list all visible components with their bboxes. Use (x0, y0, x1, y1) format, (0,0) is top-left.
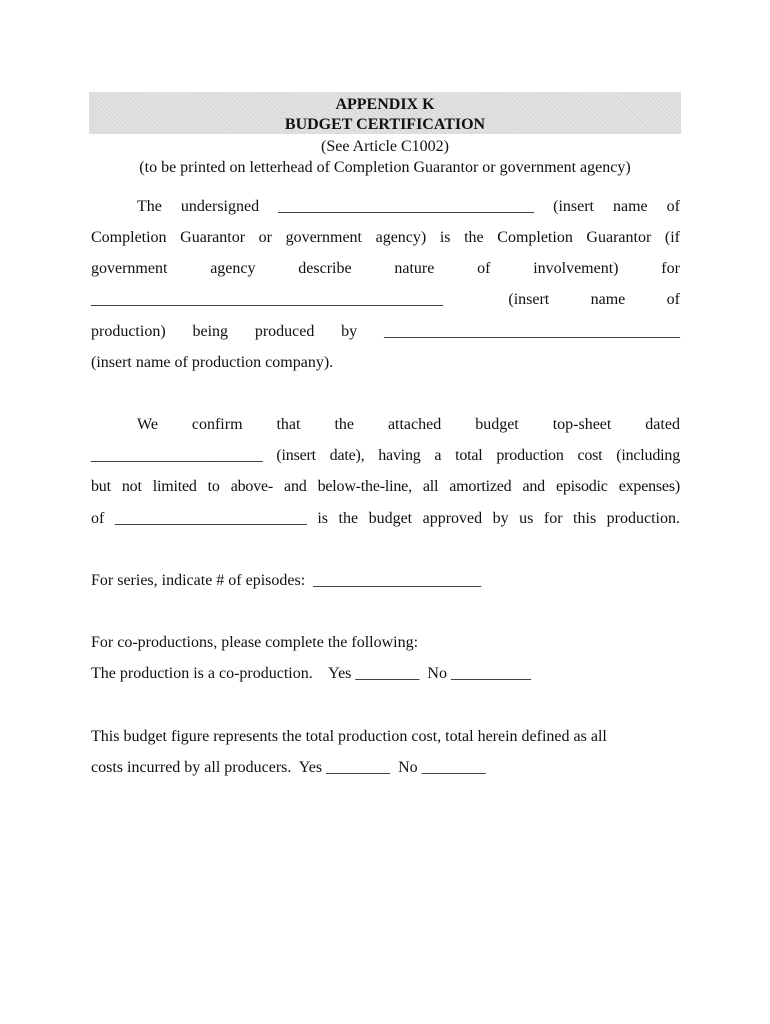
produced-by-line: production) being produced by _____________________________________ (91, 323, 680, 340)
word: that (276, 416, 301, 433)
undersigned-line: The undersigned ________________________________ (insert name of (137, 198, 680, 215)
word: of (477, 260, 491, 277)
coproduction-question: The production is a co-production. Yes ________ No __________ (91, 665, 531, 682)
blank-field: ____________________________________________ (91, 291, 443, 308)
word: (insert (508, 291, 550, 308)
budget-approved-line: of ________________________ is the budget approved by us for this production. (91, 510, 680, 527)
producers-costs-line: costs incurred by all producers. Yes ________ No ________ (91, 759, 486, 776)
word: for (661, 260, 680, 277)
guarantor-line: Completion Guarantor or government agency) is the Completion Guarantor (if (91, 229, 680, 246)
appendix-label: APPENDIX K (335, 96, 435, 113)
word: budget (475, 416, 519, 433)
coproduction-intro: For co-productions, please complete the following: (91, 634, 419, 651)
word: of (666, 291, 680, 308)
article-reference: (See Article C1002) (321, 138, 449, 155)
word: the (334, 416, 354, 433)
word: government (91, 260, 168, 277)
production-name-line (91, 290, 680, 310)
word: describe (298, 260, 352, 277)
budget-figure-line: This budget figure represents the total production cost, total herein defined as all (91, 728, 607, 745)
expenses-line: but not limited to above- and below-the-line, all amortized and episodic expenses) (91, 478, 680, 495)
series-episodes-line: For series, indicate # of episodes: _____________________ (91, 572, 482, 589)
word: We (137, 416, 158, 433)
word: nature (394, 260, 435, 277)
letterhead-instruction: (to be printed on letterhead of Completion Guarantor or government agency) (139, 159, 631, 176)
government-line (91, 259, 680, 279)
insert-date-line: ______________________ (insert date), having a total production cost (including (91, 447, 680, 464)
word: involvement) (533, 260, 619, 277)
word: name (590, 291, 626, 308)
word: top-sheet (552, 416, 612, 433)
word: confirm (191, 416, 243, 433)
word: dated (645, 416, 680, 433)
word: attached (387, 416, 442, 433)
word: agency (210, 260, 256, 277)
document-title: BUDGET CERTIFICATION (284, 116, 486, 133)
production-company-line: (insert name of production company). (91, 354, 334, 371)
confirm-line (137, 415, 680, 435)
